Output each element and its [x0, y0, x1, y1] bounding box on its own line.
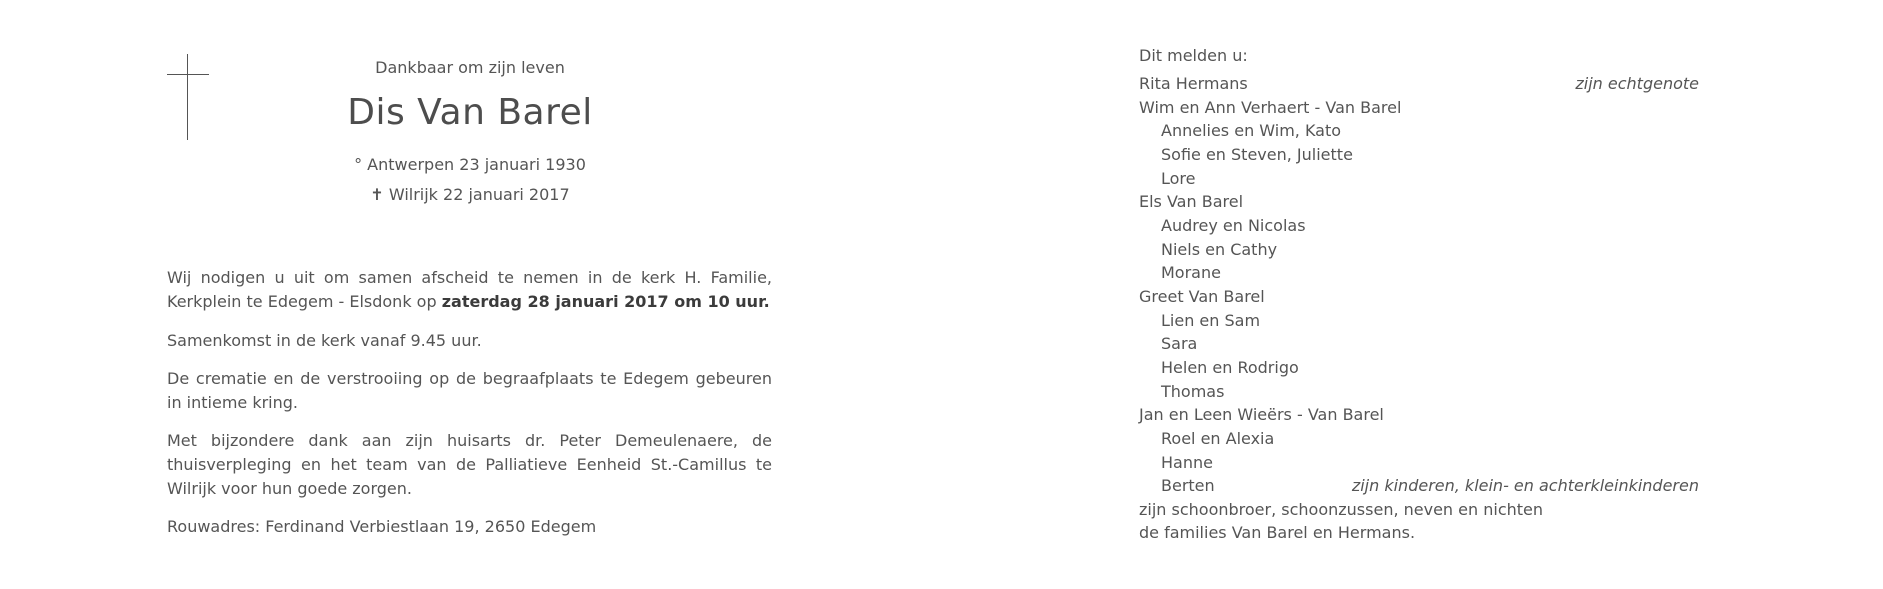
list-item: Thomas [1161, 381, 1225, 401]
list-item: Roel en Alexia [1161, 428, 1275, 448]
list-item: Annelies en Wim, Kato [1161, 121, 1342, 141]
invitation-date: zaterdag 28 januari 2017 om 10 uur. [441, 292, 770, 311]
cremation-paragraph: De crematie en de verstrooiing op de begraafplaats te Edegem gebeuren in intieme kring. [167, 369, 772, 412]
list-item: Greet Van Barel [1139, 286, 1265, 306]
gathering-paragraph: Samenkomst in de kerk vanaf 9.45 uur. [167, 331, 482, 350]
cross-icon [167, 54, 211, 140]
role-children: zijn kinderen, klein- en achterkleinkinderen [1351, 476, 1699, 496]
list-item: Berten zijn kinderen, klein- en achterkleinkinderen [1139, 474, 1699, 498]
family-list [1139, 72, 1699, 545]
list-item: Niels en Cathy [1161, 239, 1278, 259]
invitation-text: Wij nodigen u uit om samen afscheid te nemen in de kerk H. Familie, Kerkplein te Edegem - Elsdonk op [167, 268, 772, 311]
list-item: Morane [1161, 263, 1221, 283]
list-item: Jan en Leen Wieërs - Van Barel [1139, 405, 1384, 425]
death-line: ✝ Wilrijk 22 januari 2017 [370, 185, 570, 204]
deceased-name: Dis Van Barel [347, 92, 593, 133]
thanks-paragraph: Met bijzondere dank aan zijn huisarts dr. Peter Demeulenaere, de thuisverpleging en het team van de Palliatieve Eenheid St.-Camillus te Wilrijk voor hun goede zorgen. [167, 431, 772, 498]
list-item: Wim en Ann Verhaert - Van Barel [1139, 97, 1402, 117]
address-line: Rouwadres: Ferdinand Verbiestlaan 19, 2650 Edegem [167, 517, 597, 536]
grateful-line: Dankbaar om zijn leven [375, 58, 565, 77]
list-item: de families Van Barel en Hermans. [1139, 523, 1416, 543]
list-item: Lien en Sam [1161, 310, 1261, 330]
list-item: Rita Hermans zijn echtgenote [1139, 72, 1699, 96]
list-item: Hanne [1161, 452, 1213, 472]
family-intro: Dit melden u: [1139, 46, 1248, 65]
birth-line: ° Antwerpen 23 januari 1930 [354, 155, 586, 174]
list-item: Lore [1161, 168, 1196, 188]
invitation-paragraph [167, 266, 772, 314]
family-announcement [1139, 44, 1699, 545]
list-item: Audrey en Nicolas [1161, 215, 1306, 235]
list-item: Sara [1161, 334, 1198, 354]
list-item: Sofie en Steven, Juliette [1161, 144, 1353, 164]
role-spouse: zijn echtgenote [1575, 74, 1699, 93]
list-item: Helen en Rodrigo [1161, 357, 1299, 377]
list-item: zijn schoonbroer, schoonzussen, neven en nichten [1139, 499, 1544, 519]
list-item: Els Van Barel [1139, 192, 1244, 212]
